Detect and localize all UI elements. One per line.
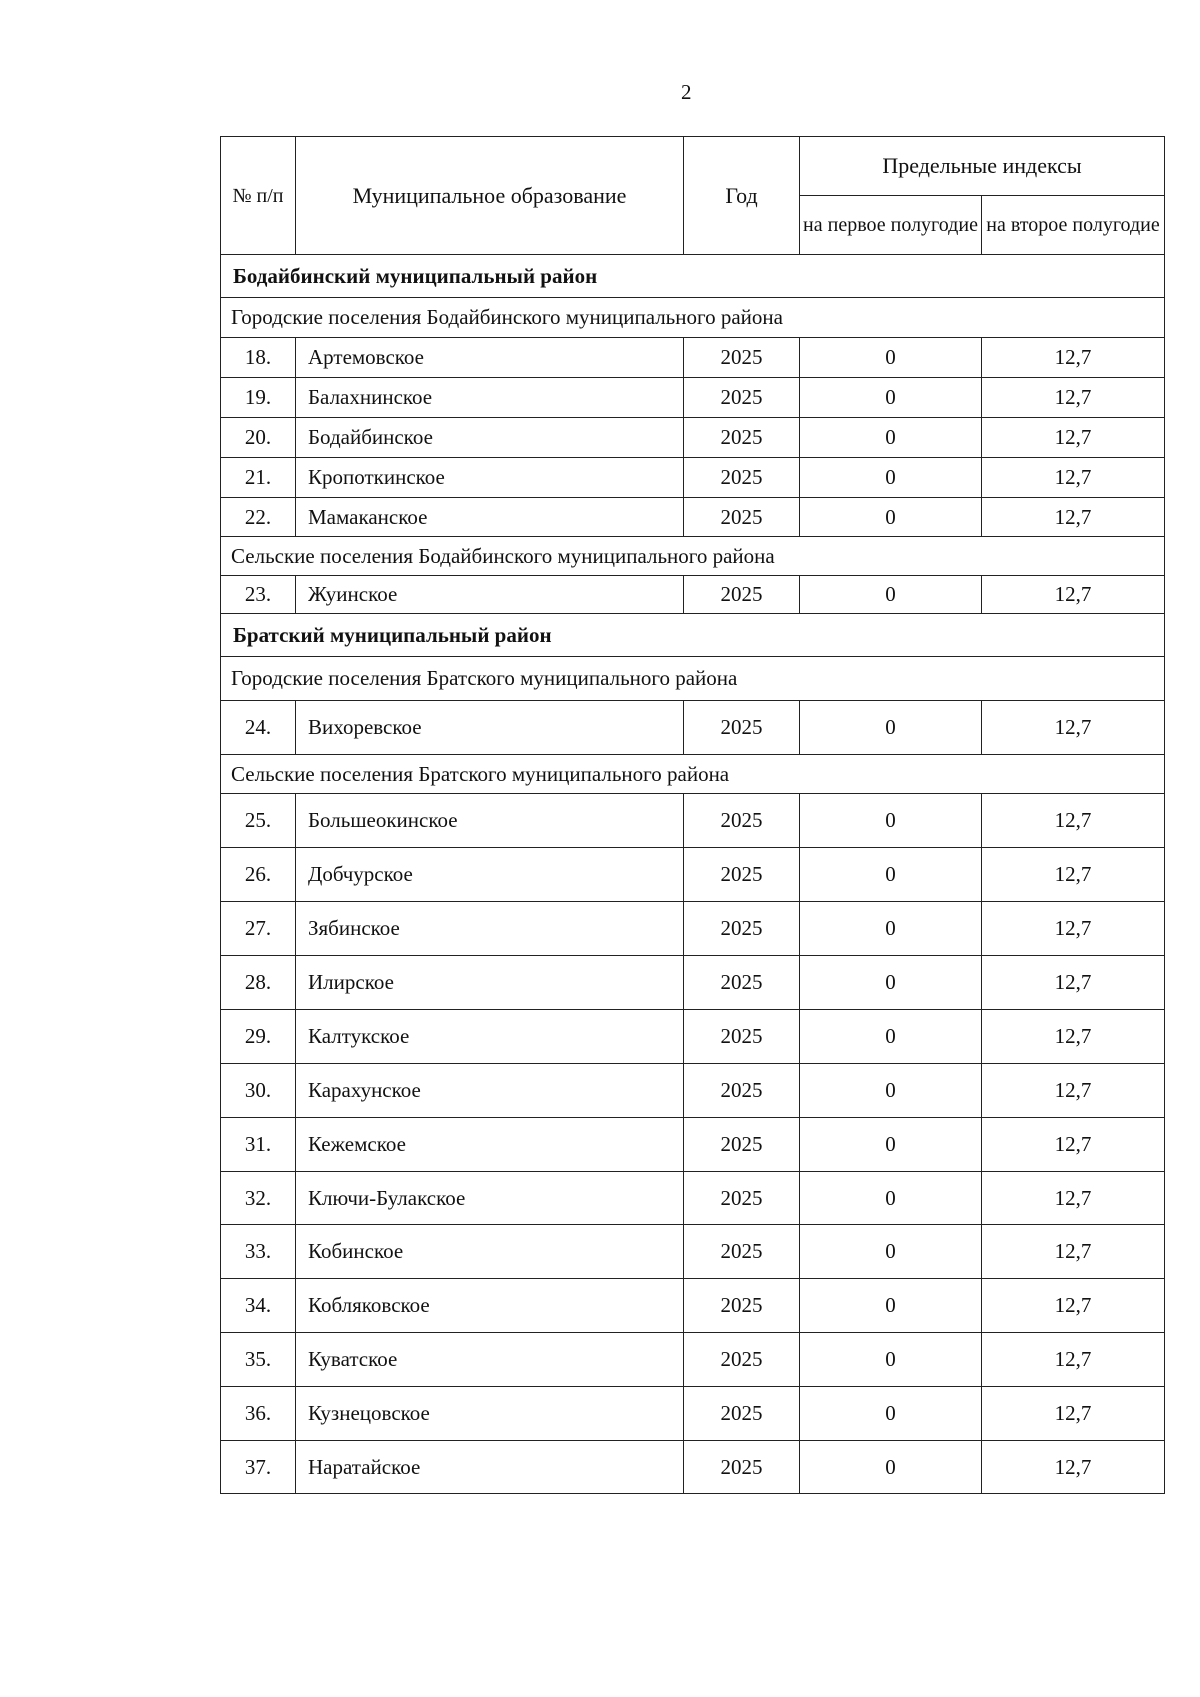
year-cell: 2025 xyxy=(684,1010,800,1064)
first-half-index: 0 xyxy=(800,458,982,498)
first-half-index: 0 xyxy=(800,378,982,418)
first-half-index: 0 xyxy=(800,1010,982,1064)
table-row xyxy=(221,1172,1165,1225)
row-number: 20. xyxy=(221,418,296,458)
municipality-name: Куватское xyxy=(296,1333,684,1387)
year-cell: 2025 xyxy=(684,1441,800,1494)
first-half-index: 0 xyxy=(800,956,982,1010)
second-half-index: 12,7 xyxy=(982,1387,1165,1441)
row-number: 19. xyxy=(221,378,296,418)
table-row xyxy=(221,1118,1165,1172)
first-half-index: 0 xyxy=(800,848,982,902)
row-number: 18. xyxy=(221,338,296,378)
second-half-index: 12,7 xyxy=(982,1118,1165,1172)
table-row xyxy=(221,458,1165,498)
row-number: 29. xyxy=(221,1010,296,1064)
row-number: 28. xyxy=(221,956,296,1010)
year-cell: 2025 xyxy=(684,498,800,537)
row-number: 21. xyxy=(221,458,296,498)
first-half-index: 0 xyxy=(800,1172,982,1225)
year-cell: 2025 xyxy=(684,956,800,1010)
settlement-group-title: Сельские поселения Бодайбинского муниципального района xyxy=(221,537,1165,576)
year-cell: 2025 xyxy=(684,1064,800,1118)
year-cell: 2025 xyxy=(684,1118,800,1172)
municipality-name: Артемовское xyxy=(296,338,684,378)
row-number: 23. xyxy=(221,576,296,614)
row-number: 31. xyxy=(221,1118,296,1172)
first-half-index: 0 xyxy=(800,1225,982,1279)
municipality-name: Ключи-Булакское xyxy=(296,1172,684,1225)
first-half-index: 0 xyxy=(800,902,982,956)
first-half-index: 0 xyxy=(800,576,982,614)
second-half-index: 12,7 xyxy=(982,1333,1165,1387)
row-number: 27. xyxy=(221,902,296,956)
row-number: 25. xyxy=(221,794,296,848)
row-number: 35. xyxy=(221,1333,296,1387)
table-row xyxy=(221,1279,1165,1333)
first-half-index: 0 xyxy=(800,1333,982,1387)
table-body xyxy=(221,255,1165,1494)
year-cell: 2025 xyxy=(684,902,800,956)
row-number: 36. xyxy=(221,1387,296,1441)
row-number: 37. xyxy=(221,1441,296,1494)
settlement-group-title: Городские поселения Братского муниципального района xyxy=(221,657,1165,701)
limit-indices-table xyxy=(220,136,1165,1494)
header-name: Муниципальное образование xyxy=(296,137,684,255)
first-half-index: 0 xyxy=(800,1441,982,1494)
second-half-index: 12,7 xyxy=(982,902,1165,956)
year-cell: 2025 xyxy=(684,794,800,848)
header-first-half: на первое полугодие xyxy=(800,196,982,255)
year-cell: 2025 xyxy=(684,378,800,418)
district-title: Бодайбинский муниципальный район xyxy=(221,255,1165,298)
second-half-index: 12,7 xyxy=(982,1172,1165,1225)
second-half-index: 12,7 xyxy=(982,701,1165,755)
year-cell: 2025 xyxy=(684,418,800,458)
municipality-name: Бодайбинское xyxy=(296,418,684,458)
municipality-name: Кобляковское xyxy=(296,1279,684,1333)
first-half-index: 0 xyxy=(800,498,982,537)
first-half-index: 0 xyxy=(800,1064,982,1118)
table-row xyxy=(221,338,1165,378)
second-half-index: 12,7 xyxy=(982,794,1165,848)
municipality-name: Наратайское xyxy=(296,1441,684,1494)
settlement-group-row xyxy=(221,755,1165,794)
second-half-index: 12,7 xyxy=(982,848,1165,902)
district-row xyxy=(221,255,1165,298)
second-half-index: 12,7 xyxy=(982,338,1165,378)
year-cell: 2025 xyxy=(684,458,800,498)
second-half-index: 12,7 xyxy=(982,576,1165,614)
year-cell: 2025 xyxy=(684,701,800,755)
settlement-group-row xyxy=(221,537,1165,576)
second-half-index: 12,7 xyxy=(982,956,1165,1010)
first-half-index: 0 xyxy=(800,1387,982,1441)
second-half-index: 12,7 xyxy=(982,1064,1165,1118)
table-header xyxy=(221,137,1165,255)
second-half-index: 12,7 xyxy=(982,1441,1165,1494)
table-row xyxy=(221,794,1165,848)
year-cell: 2025 xyxy=(684,1225,800,1279)
municipality-name: Кузнецовское xyxy=(296,1387,684,1441)
second-half-index: 12,7 xyxy=(982,1279,1165,1333)
row-number: 34. xyxy=(221,1279,296,1333)
row-number: 26. xyxy=(221,848,296,902)
first-half-index: 0 xyxy=(800,1279,982,1333)
table-row xyxy=(221,1064,1165,1118)
header-year: Год xyxy=(684,137,800,255)
table-row xyxy=(221,701,1165,755)
municipality-name: Кежемское xyxy=(296,1118,684,1172)
header-indices: Предельные индексы xyxy=(800,137,1165,196)
settlement-group-title: Сельские поселения Братского муниципального района xyxy=(221,755,1165,794)
year-cell: 2025 xyxy=(684,848,800,902)
municipality-name: Карахунское xyxy=(296,1064,684,1118)
municipality-name: Добчурское xyxy=(296,848,684,902)
municipality-name: Большеокинское xyxy=(296,794,684,848)
district-row xyxy=(221,614,1165,657)
table-row xyxy=(221,902,1165,956)
second-half-index: 12,7 xyxy=(982,378,1165,418)
municipality-name: Кобинское xyxy=(296,1225,684,1279)
table-row xyxy=(221,1387,1165,1441)
year-cell: 2025 xyxy=(684,1279,800,1333)
first-half-index: 0 xyxy=(800,418,982,458)
second-half-index: 12,7 xyxy=(982,1010,1165,1064)
year-cell: 2025 xyxy=(684,338,800,378)
district-title: Братский муниципальный район xyxy=(221,614,1165,657)
municipality-name: Зябинское xyxy=(296,902,684,956)
page-number: 2 xyxy=(681,80,692,104)
year-cell: 2025 xyxy=(684,576,800,614)
municipality-name: Калтукское xyxy=(296,1010,684,1064)
table-row xyxy=(221,848,1165,902)
municipality-name: Балахнинское xyxy=(296,378,684,418)
municipality-name: Илирское xyxy=(296,956,684,1010)
row-number: 32. xyxy=(221,1172,296,1225)
settlement-group-row xyxy=(221,657,1165,701)
table-row xyxy=(221,418,1165,458)
settlement-group-title: Городские поселения Бодайбинского муниципального района xyxy=(221,298,1165,338)
row-number: 22. xyxy=(221,498,296,537)
table-row xyxy=(221,378,1165,418)
row-number: 33. xyxy=(221,1225,296,1279)
second-half-index: 12,7 xyxy=(982,498,1165,537)
table-row xyxy=(221,956,1165,1010)
first-half-index: 0 xyxy=(800,701,982,755)
first-half-index: 0 xyxy=(800,338,982,378)
first-half-index: 0 xyxy=(800,1118,982,1172)
row-number: 24. xyxy=(221,701,296,755)
table-row xyxy=(221,1441,1165,1494)
municipality-name: Кропоткинское xyxy=(296,458,684,498)
municipality-name: Вихоревское xyxy=(296,701,684,755)
table-row xyxy=(221,1333,1165,1387)
table-row xyxy=(221,576,1165,614)
municipality-name: Жуинское xyxy=(296,576,684,614)
second-half-index: 12,7 xyxy=(982,1225,1165,1279)
table-row xyxy=(221,1010,1165,1064)
year-cell: 2025 xyxy=(684,1333,800,1387)
year-cell: 2025 xyxy=(684,1172,800,1225)
table-row xyxy=(221,1225,1165,1279)
header-num: № п/п xyxy=(221,137,296,255)
municipality-name: Мамаканское xyxy=(296,498,684,537)
first-half-index: 0 xyxy=(800,794,982,848)
year-cell: 2025 xyxy=(684,1387,800,1441)
second-half-index: 12,7 xyxy=(982,418,1165,458)
second-half-index: 12,7 xyxy=(982,458,1165,498)
settlement-group-row xyxy=(221,298,1165,338)
header-second-half: на второе полугодие xyxy=(982,196,1165,255)
table-row xyxy=(221,498,1165,537)
row-number: 30. xyxy=(221,1064,296,1118)
